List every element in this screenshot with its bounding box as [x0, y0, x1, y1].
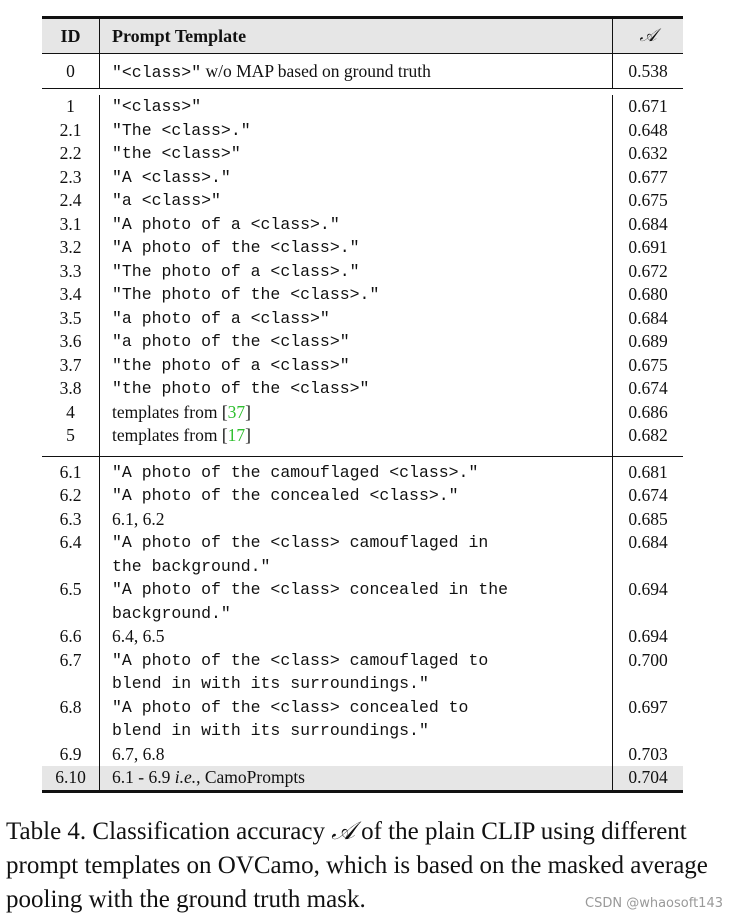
header-accuracy: 𝒜 — [612, 19, 683, 53]
table-row — [42, 260, 683, 284]
row-id: 3.7 — [42, 354, 100, 378]
table-row — [42, 95, 683, 119]
row-accuracy: 0.685 — [612, 508, 683, 532]
row-template: "a photo of the <class>" — [112, 332, 350, 351]
table-row — [42, 377, 683, 401]
table-row — [42, 743, 683, 767]
template-line: blend in with its surroundings." — [112, 674, 429, 693]
row-id: 4 — [42, 401, 100, 425]
row-id: 6.2 — [42, 484, 100, 508]
template-line: background." — [112, 603, 231, 623]
row-template: 6.1, 6.2 — [112, 508, 165, 529]
table-row — [42, 696, 683, 743]
row-accuracy: 0.682 — [612, 424, 683, 448]
row-id: 6.10 — [42, 766, 100, 790]
row-id: 6.5 — [42, 578, 100, 625]
template-line: "A photo of the <class> concealed in the — [112, 580, 509, 599]
row-accuracy: 0.632 — [612, 142, 683, 166]
header-row — [42, 19, 683, 53]
row-id: 6.7 — [42, 649, 100, 696]
spacer — [42, 448, 683, 456]
row-accuracy: 0.677 — [612, 166, 683, 190]
table-row — [42, 625, 683, 649]
template-line: "A photo of the <class> camouflaged in — [112, 533, 489, 552]
row-template: "The <class>." — [112, 120, 251, 140]
row-template: "The photo of the <class>." — [112, 285, 380, 304]
row-template — [100, 649, 612, 696]
row-id: 2.1 — [42, 119, 100, 143]
row-id: 6.4 — [42, 531, 100, 578]
table-row — [42, 166, 683, 190]
caption-suffix: of the plain CLIP using different prompt templates on OVCamo, which is based on the masked average pooling with the ground truth mask. — [6, 818, 708, 913]
results-table — [42, 16, 683, 793]
row-accuracy: 0.694 — [612, 578, 683, 625]
row-accuracy: 0.675 — [612, 354, 683, 378]
row-accuracy: 0.684 — [612, 531, 683, 578]
row-id: 3.6 — [42, 330, 100, 354]
row-template: "A photo of the camouflaged <class>." — [112, 462, 479, 482]
template-code: "<class>" — [112, 63, 202, 82]
row-template: "A photo of the <class>." — [112, 238, 360, 257]
row-accuracy: 0.697 — [612, 696, 683, 743]
table-row — [42, 461, 683, 485]
row-accuracy: 0.691 — [612, 236, 683, 260]
table-row — [42, 236, 683, 260]
table-row — [42, 484, 683, 508]
row-accuracy: 0.684 — [612, 213, 683, 237]
row-template: "a <class>" — [112, 191, 221, 210]
row-template: "the photo of a <class>" — [112, 355, 350, 375]
row-id: 2.2 — [42, 142, 100, 166]
row-accuracy: 0.694 — [612, 625, 683, 649]
row-template: 6.4, 6.5 — [112, 626, 165, 646]
row-id: 5 — [42, 424, 100, 448]
row-accuracy: 0.704 — [612, 766, 683, 790]
row-template: "A <class>." — [112, 167, 231, 187]
row-accuracy: 0.675 — [612, 189, 683, 213]
row-template — [100, 401, 612, 425]
row-accuracy: 0.672 — [612, 260, 683, 284]
row-accuracy: 0.680 — [612, 283, 683, 307]
bottom-rule — [42, 790, 683, 793]
table-row — [42, 508, 683, 532]
table-row — [42, 531, 683, 578]
row-id: 6.8 — [42, 696, 100, 743]
table-row — [42, 578, 683, 625]
row-accuracy: 0.700 — [612, 649, 683, 696]
table-row — [42, 189, 683, 213]
row-template — [100, 578, 612, 625]
template-line: blend in with its surroundings." — [112, 721, 429, 740]
row-id: 3.3 — [42, 260, 100, 284]
table-row — [42, 54, 683, 88]
row-accuracy: 0.648 — [612, 119, 683, 143]
caption-symbol: 𝒜 — [331, 816, 355, 845]
row-template — [100, 424, 612, 448]
row-accuracy: 0.674 — [612, 484, 683, 508]
row-template: "A photo of the concealed <class>." — [112, 486, 459, 505]
row-template: 6.7, 6.8 — [112, 743, 165, 764]
template-text: templates from [ — [112, 401, 228, 422]
row-accuracy: 0.703 — [612, 743, 683, 767]
table-row — [42, 424, 683, 448]
header-template: Prompt Template — [112, 26, 247, 46]
row-id: 2.4 — [42, 189, 100, 213]
row-template — [100, 696, 612, 743]
row-template: "<class>" — [112, 97, 202, 116]
table-row — [42, 283, 683, 307]
table-row — [42, 330, 683, 354]
caption-prefix: Table 4. Classification accuracy — [6, 818, 332, 845]
row-accuracy: 0.538 — [612, 54, 683, 88]
row-id: 3.5 — [42, 307, 100, 331]
row-id: 6.3 — [42, 508, 100, 532]
row-accuracy: 0.681 — [612, 461, 683, 485]
row-id: 0 — [42, 54, 100, 88]
template-line: the background." — [112, 556, 271, 576]
row-accuracy: 0.671 — [612, 95, 683, 119]
header-id: ID — [42, 19, 100, 53]
row-template — [100, 531, 612, 578]
template-italic: i.e. — [174, 767, 197, 787]
template-line: "A photo of the <class> concealed to — [112, 697, 469, 717]
citation-link[interactable]: 17 — [227, 425, 246, 445]
row-id: 6.9 — [42, 743, 100, 767]
table-row — [42, 354, 683, 378]
row-id: 1 — [42, 95, 100, 119]
row-id: 6.1 — [42, 461, 100, 485]
row-id: 6.6 — [42, 625, 100, 649]
table-row — [42, 142, 683, 166]
row-template — [100, 54, 612, 88]
table-row — [42, 401, 683, 425]
watermark: CSDN @whaosoft143 — [585, 896, 723, 911]
row-id: 3.4 — [42, 283, 100, 307]
row-template: "a photo of a <class>" — [112, 308, 330, 328]
template-text: templates from [ — [112, 425, 228, 445]
row-accuracy: 0.684 — [612, 307, 683, 331]
template-text-close: ] — [245, 425, 251, 445]
table-row — [42, 213, 683, 237]
row-template — [100, 766, 612, 790]
table-row — [42, 307, 683, 331]
row-id: 3.8 — [42, 377, 100, 401]
template-text-end: , CamoPrompts — [196, 767, 305, 787]
row-template: "the <class>" — [112, 144, 241, 163]
row-id: 3.1 — [42, 213, 100, 237]
row-template: "the photo of the <class>" — [112, 379, 370, 398]
citation-link[interactable]: 37 — [227, 401, 246, 422]
row-template: "A photo of a <class>." — [112, 214, 340, 234]
row-accuracy: 0.686 — [612, 401, 683, 425]
template-text: 6.1 - 6.9 — [112, 767, 175, 787]
template-suffix: w/o MAP based on ground truth — [201, 61, 431, 81]
table-row — [42, 119, 683, 143]
row-accuracy: 0.674 — [612, 377, 683, 401]
template-line: "A photo of the <class> camouflaged to — [112, 650, 489, 670]
table-row-highlighted — [42, 766, 683, 790]
template-text-close: ] — [245, 401, 251, 422]
table-row — [42, 649, 683, 696]
row-accuracy: 0.689 — [612, 330, 683, 354]
row-id: 2.3 — [42, 166, 100, 190]
group-basic-templates — [42, 89, 683, 401]
row-template: "The photo of a <class>." — [112, 261, 360, 281]
row-id: 3.2 — [42, 236, 100, 260]
